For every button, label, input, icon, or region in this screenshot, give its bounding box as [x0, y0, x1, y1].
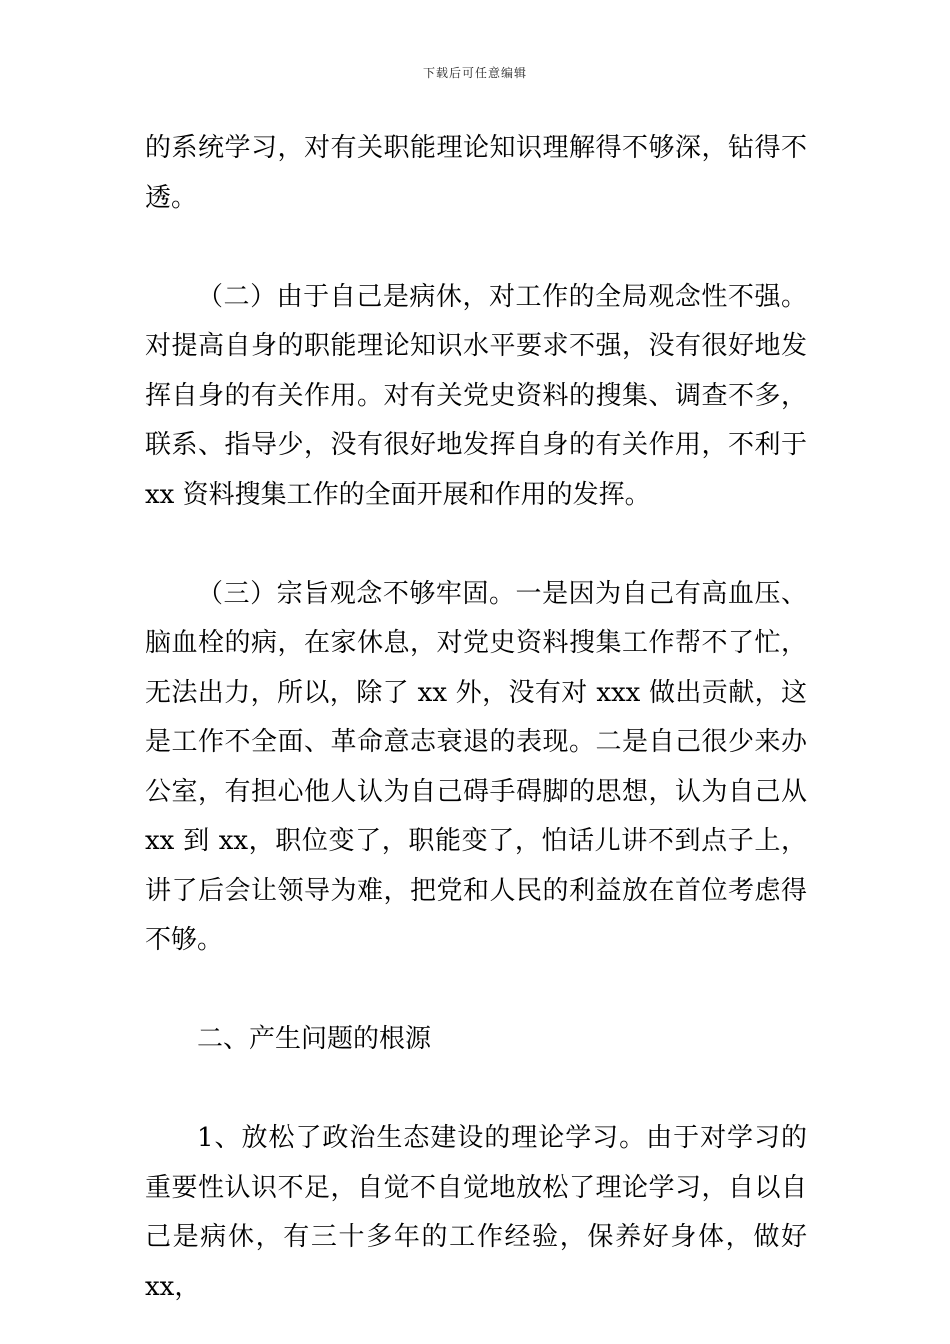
paragraph-root-cause-one: 1、放松了政治生态建设的理论学习。由于对学习的重要性认识不足，自觉不自觉地放松了理论学习，自以自己是病休，有三十多年的工作经验，保养好身体，做好 xx， — [145, 1123, 807, 1302]
paragraph-continuation: 的系统学习，对有关职能理论知识理解得不够深，钻得不透。 — [145, 133, 807, 213]
paragraph-gap — [145, 520, 807, 570]
paragraph-point-two: （二）由于自己是病休，对工作的全局观念性不强。对提高自身的职能理论知识水平要求不强，没有很好地发挥自身的有关作用。对有关党史资料的搜集、调查不多，联系、指导少，没有很好地发挥自身的有关作用，不利于 xx 资料搜集工作的全面开展和作用的发挥。 — [145, 281, 807, 510]
paragraph-gap — [145, 223, 807, 273]
paragraph-gap — [145, 1065, 807, 1115]
section-heading: 二、产生问题的根源 — [197, 1024, 432, 1054]
paragraph-gap — [145, 966, 807, 1016]
paragraph-point-three: （三）宗旨观念不够牢固。一是因为自己有高血压、脑血栓的病，在家休息，对党史资料搜集工作帮不了忙，无法出力，所以，除了 xx 外，没有对 xxx 做出贡献，这是工作不全面、革命意志衰退的表现。二是自己很少来办公室，有担心他人认为自己碍手碍脚的思想，认为自己从 xx 到 xx，职位变了，职能变了，怕话儿讲不到点子上，讲了后会让领导为难，把党和人民的利益放在首位考虑得不够。 — [145, 578, 807, 955]
page-header: 下载后可任意编辑 — [422, 66, 527, 80]
document-body — [145, 124, 807, 1312]
